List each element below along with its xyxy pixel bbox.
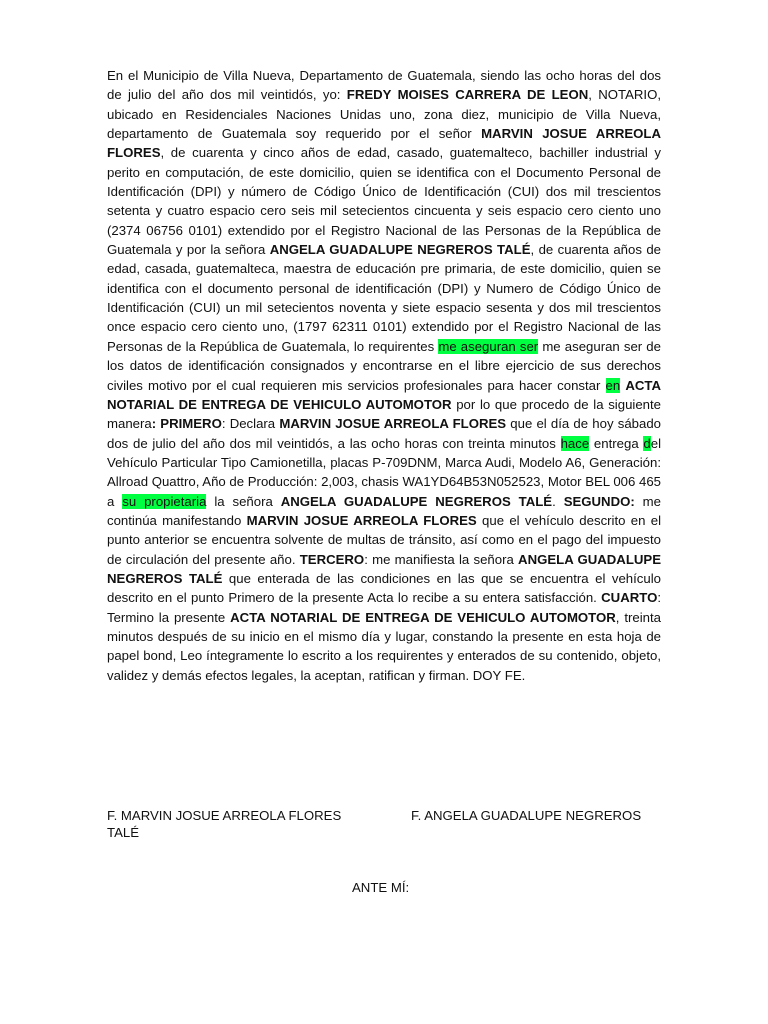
clause-label: : PRIMERO [151, 416, 222, 432]
signature-line-right-continued: TALÉ [107, 825, 140, 840]
text-segment: : me manifiesta la señora [364, 551, 519, 567]
signature-line-right: F. ANGELA GUADALUPE NEGREROS [411, 808, 642, 823]
highlighted-text: hace [560, 435, 590, 451]
text-segment: entrega [589, 435, 644, 451]
text-segment: que el día de hoy sábado dos de julio del año dos mil veintidós, a las ocho horas con treinta minutos [107, 416, 662, 451]
text-segment: que enterada de las condiciones en las que se encuentra el vehículo descrito en el punto Primero de la presente Acta lo recibe a su entera satisfacción. [107, 570, 661, 606]
requirer-name: ANGELA GUADALUPE NEGREROS TALÉ [280, 493, 553, 509]
text-segment: En el Municipio de Villa Nueva, Departamento de Guatemala, siendo las ocho horas del dos de julio del año dos mil veintidós, yo: [107, 68, 661, 103]
clause-label: SEGUNDO: [563, 493, 635, 509]
clause-label: CUARTO [601, 590, 658, 606]
text-segment: que el vehículo descrito en el punto anterior se encuentra solvente de multas de tránsito, así como en el pago del impuesto de circulación del presente año. [107, 512, 662, 567]
signature-line-left: F. MARVIN JOSUE ARREOLA FLORES [107, 808, 342, 823]
text-segment: me aseguran ser de los datos de identificación consignados y encontrarse en el libre ejercicio de sus derechos civiles motivo por el cual requieren mis servicios profesionales para hacer constar [107, 338, 661, 393]
text-segment: : Termino la presente [107, 590, 661, 625]
requirer-name: MARVIN JOSUE ARREOLA FLORES [246, 512, 477, 528]
text-segment: el Vehículo Particular Tipo Camionetilla, placas P-709DNM, Marca Audi, Modelo A6, Generación: Allroad Quattro, Año de Producción: 2,003, chasis WA1YD64B53N052523, Motor BEL 006 465 a [107, 435, 661, 509]
text-segment: , de cuarenta y cinco años de edad, casado, guatemalteco, bachiller industrial y perito en computación, de este domicilio, quien se identifica con el Documento Personal de Identificación (DPI) y número de Código Único de Identificación (CUI) dos mil trescientos setenta y cuatro espacio cero seis mil setecientos cincuenta y seis espacio cero ciento uno (2374 06756 0101) extendido por el Registro Nacional de las Personas de la República de Guatemala y por la señora [107, 145, 661, 258]
text-segment: me continúa manifestando [107, 493, 661, 528]
notary-name: FREDY MOISES CARRERA DE LEON [346, 87, 589, 103]
requirer-name: MARVIN JOSUE ARREOLA FLORES [279, 416, 507, 432]
highlighted-text: en [605, 377, 621, 393]
requirer-name: ANGELA GUADALUPE NEGREROS TALÉ [107, 551, 661, 586]
acta-title: ACTA NOTARIAL DE ENTREGA DE VEHICULO AUTOMOTOR [230, 609, 616, 625]
acta-title: ACTA NOTARIAL DE ENTREGA DE VEHICULO AUTOMOTOR [107, 377, 661, 412]
text-segment: la señora [206, 493, 281, 509]
acta-body-text [107, 66, 661, 685]
requirer-name: MARVIN JOSUE ARREOLA FLORES [107, 126, 661, 161]
text-segment: . [552, 493, 564, 509]
text-segment: , NOTARIO, ubicado en Residenciales Naciones Unidas uno, zona diez, municipio de Villa Nueva, departamento de Guatemala soy requerido por el señor [107, 87, 662, 142]
clause-label: TERCERO [299, 551, 365, 567]
ante-mi-label: ANTE MÍ: [352, 880, 410, 895]
text-segment: : Declara [221, 416, 280, 432]
highlighted-text: d [643, 435, 651, 451]
text-segment: , treinta minutos después de su inicio en el mismo día y lugar, constando la presente en esta hoja de papel bond, Leo íntegramente lo escrito a los requirentes y enterados de su contenido, objeto, validez y demás efectos legales, la aceptan, ratifican y firman. DOY FE. [107, 609, 662, 683]
text-segment: , de cuarenta años de edad, casada, guatemalteca, maestra de educación pre primaria, de este domicilio, quien se identifica con el documento personal de identificación (DPI) y Numero de Código Único de Identificación (CUI) un mil setecientos noventa y siete espacio sesenta y dos mil trescientos once espacio cero ciento uno, (1797 62311 0101) extendido por el Registro Nacional de las Personas de la República de Guatemala, lo requirentes [107, 242, 661, 354]
highlighted-text: me aseguran ser [438, 338, 539, 354]
highlighted-text: su propietaria [122, 493, 207, 509]
text-segment: por lo que procedo de la siguiente manera [107, 396, 661, 432]
requirer-name: ANGELA GUADALUPE NEGREROS TALÉ [269, 242, 531, 258]
